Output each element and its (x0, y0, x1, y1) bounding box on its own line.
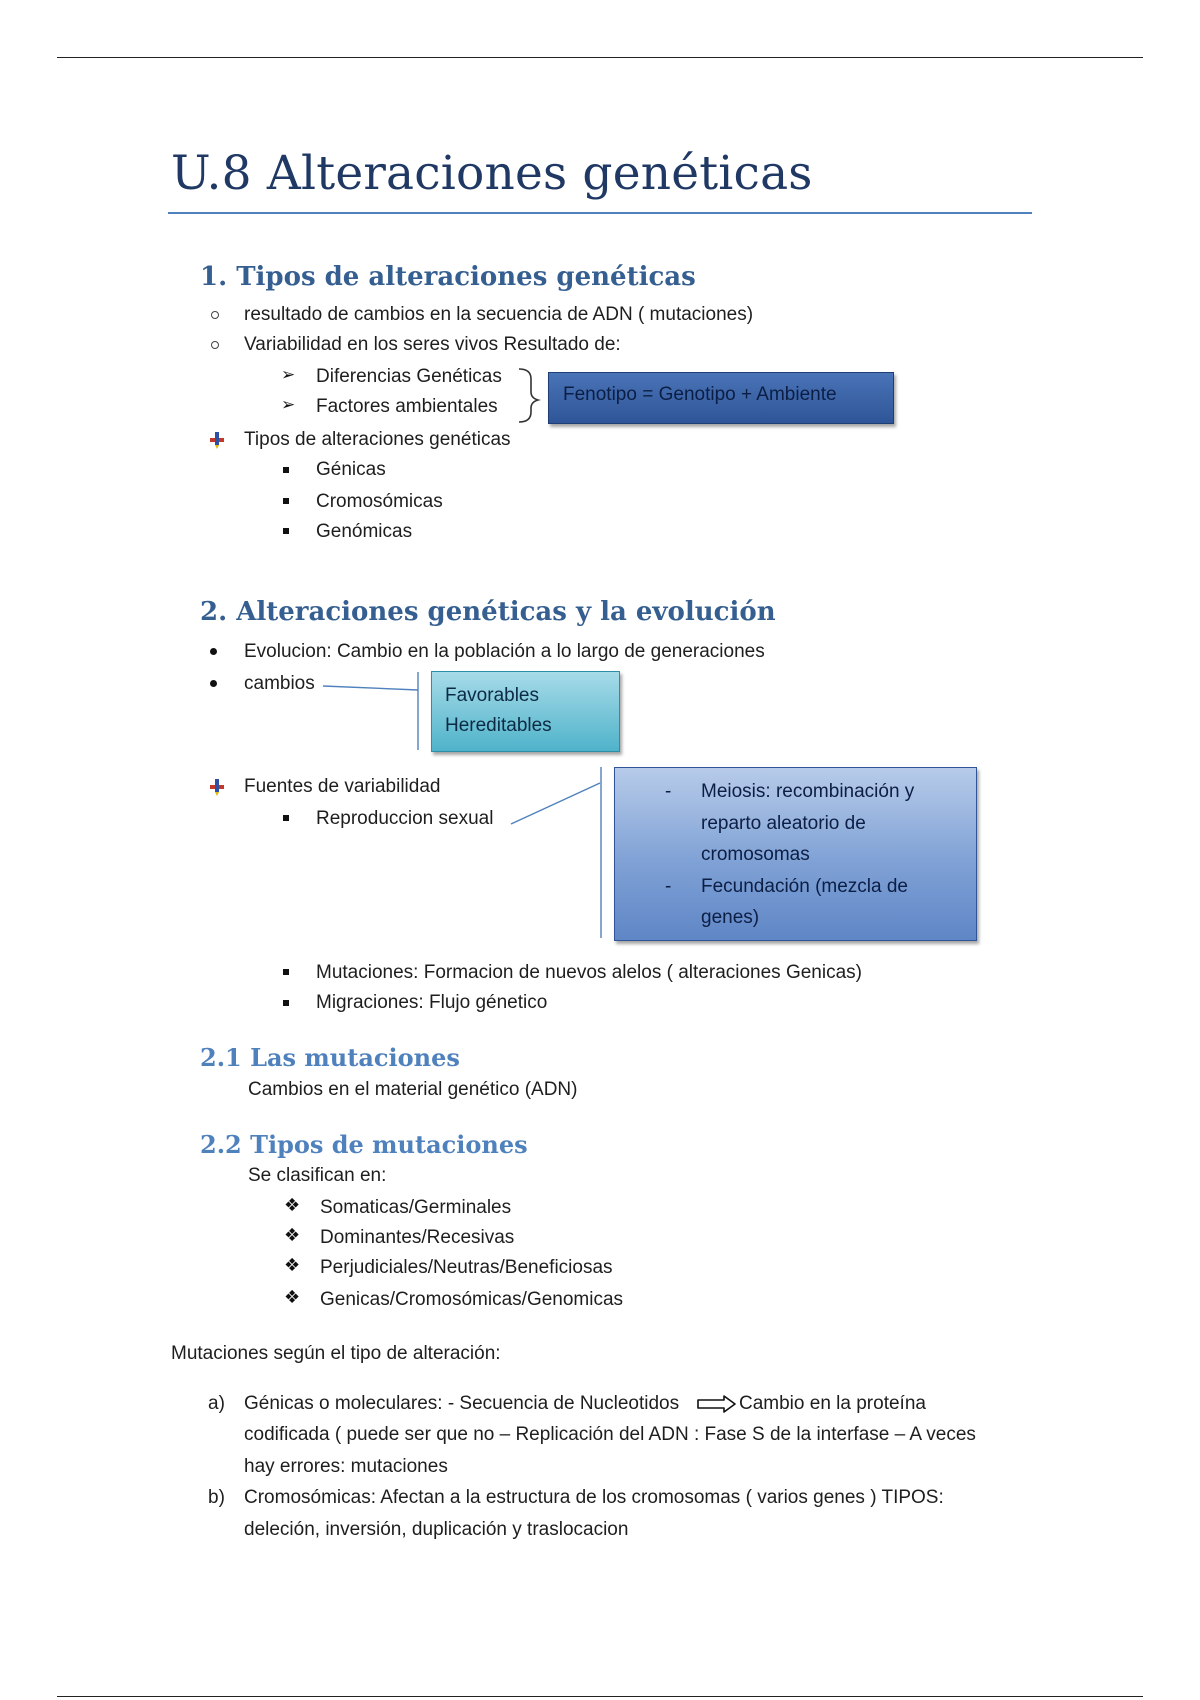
square-bullet-icon (283, 815, 289, 821)
fecundation-item (615, 871, 976, 934)
square-bullet-icon (283, 969, 289, 975)
diamond-bullet-icon: ❖ (284, 1225, 301, 1245)
type-cromosomicas: Cromosómicas (316, 491, 443, 512)
list-label-b: b) (208, 1487, 225, 1508)
alteration-b-line-2: deleción, inversión, duplicación y traslocacion (244, 1519, 629, 1540)
arrow-bullet-icon: ➢ (281, 395, 296, 414)
page-title: U.8 Alteraciones genéticas (171, 146, 813, 201)
mutation-type-1: Somaticas/Germinales (320, 1197, 512, 1218)
diamond-bullet-icon: ❖ (284, 1287, 301, 1307)
fecundation-line-2: genes) (701, 907, 760, 928)
section-2-heading: 2. Alteraciones genéticas y la evolución (200, 597, 776, 627)
dash-marker: - (665, 781, 672, 802)
mutation-type-2: Dominantes/Recesivas (320, 1227, 515, 1248)
double-arrow-icon (697, 1395, 737, 1413)
mutation-type-3: Perjudiciales/Neutras/Beneficiosas (320, 1257, 613, 1278)
cambios-favorables: Favorables (445, 685, 539, 706)
section-1-pin-item: Tipos de alteraciones genéticas (244, 429, 511, 450)
meiosis-item (615, 776, 976, 871)
section-2-1-text: Cambios en el material genético (ADN) (248, 1079, 578, 1100)
section-2-2-heading: 2.2 Tipos de mutaciones (200, 1130, 528, 1159)
square-bullet-icon (283, 528, 289, 534)
source-mutations: Mutaciones: Formacion de nuevos alelos ( alteraciones Genicas) (316, 962, 862, 983)
alteration-b-line-1: Cromosómicas: Afectan a la estructura de los cromosomas ( varios genes ) TIPOS: (244, 1487, 944, 1508)
meiosis-line-3: cromosomas (701, 844, 810, 865)
round-bullet-icon (210, 648, 217, 655)
dash-marker: - (665, 875, 672, 897)
type-genicas: Génicas (316, 459, 386, 480)
curly-brace-icon (519, 369, 538, 422)
section-1-bullet-2: Variabilidad en los seres vivos Resultado de: (244, 334, 621, 355)
round-bullet-icon (210, 680, 217, 687)
cambios-hereditables: Hereditables (445, 715, 552, 736)
section-2-2-intro: Se clasifican en: (248, 1165, 387, 1186)
alteration-a-line-1b: Cambio en la proteína (739, 1393, 926, 1414)
sub-item-genetic-differences: Diferencias Genéticas (316, 366, 502, 387)
list-label-a: a) (208, 1393, 225, 1414)
meiosis-line-2: reparto aleatorio de (701, 812, 866, 834)
section-2-pin-item: Fuentes de variabilidad (244, 776, 441, 797)
type-genomicas: Genómicas (316, 521, 413, 542)
alteration-a-line-2: codificada ( puede ser que no – Replicación del ADN : Fase S de la interfase – A veces (244, 1424, 976, 1445)
source-reproduction: Reproduccion sexual (316, 808, 494, 829)
alteration-intro: Mutaciones según el tipo de alteración: (171, 1343, 501, 1364)
square-bullet-icon (283, 1000, 289, 1006)
pushpin-icon (207, 430, 227, 450)
section-1-heading: 1. Tipos de alteraciones genéticas (200, 262, 696, 292)
meiosis-line-1: Meiosis: recombinación y (701, 781, 915, 802)
square-bullet-icon (283, 498, 289, 504)
section-2-bullet-2: cambios (244, 673, 315, 694)
cambios-connector-line (323, 686, 418, 690)
mutation-type-4: Genicas/Cromosómicas/Genomicas (320, 1289, 624, 1310)
arrow-bullet-icon: ➢ (281, 365, 296, 384)
cambios-box (431, 671, 620, 752)
diamond-bullet-icon: ❖ (284, 1255, 301, 1275)
section-2-1-heading: 2.1 Las mutaciones (200, 1043, 460, 1072)
sub-item-environmental-factors: Factores ambientales (316, 396, 498, 417)
square-bullet-icon (283, 467, 289, 473)
phenotype-formula-box: Fenotipo = Genotipo + Ambiente (548, 372, 894, 424)
fecundation-line-1: Fecundación (mezcla de (701, 875, 908, 897)
alteration-a-line-1: Génicas o moleculares: - Secuencia de Nucleotidos (244, 1393, 680, 1414)
source-migrations: Migraciones: Flujo génetico (316, 992, 548, 1013)
meiosis-box (614, 767, 977, 941)
section-2-bullet-1: Evolucion: Cambio en la población a lo largo de generaciones (244, 641, 765, 662)
diamond-bullet-icon: ❖ (284, 1195, 301, 1215)
reproduction-connector-line (511, 783, 600, 824)
pushpin-icon (207, 777, 227, 797)
section-1-bullet-1: resultado de cambios en la secuencia de ADN ( mutaciones) (244, 304, 754, 325)
alteration-a-line-3: hay errores: mutaciones (244, 1456, 448, 1477)
